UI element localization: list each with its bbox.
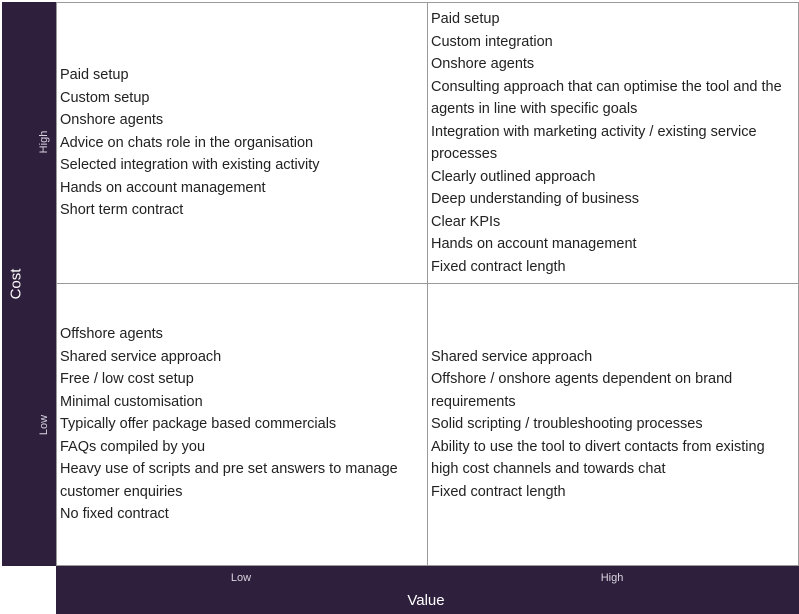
quadrant-high-cost-low-value	[56, 2, 428, 284]
y-axis-low-label: Low	[38, 414, 50, 436]
quadrant-item: Paid setup	[60, 67, 129, 84]
quadrant-item: Free / low cost setup	[60, 371, 194, 388]
quadrant-item: Advice on chats role in the organisation	[60, 134, 314, 151]
quadrant-item: Shared service approach	[60, 348, 222, 365]
quadrant-item: Hands on account management	[431, 236, 637, 252]
quadrant-item: Fixed contract length	[431, 258, 566, 275]
x-axis-low-label: Low	[230, 572, 252, 584]
quadrant-item: customer enquiries	[60, 483, 183, 500]
y-axis-high-label: High	[38, 130, 50, 154]
quadrant-item: requirements	[431, 393, 516, 410]
quadrant-item: Solid scripting / troubleshooting processes	[431, 416, 703, 433]
quadrant-item: Clearly outlined approach	[431, 168, 596, 185]
quadrant-low-cost-high-value	[427, 283, 799, 566]
quadrant-item: Onshore agents	[431, 56, 535, 72]
quadrant-item: Offshore agents	[60, 326, 163, 343]
quadrant-item: Custom integration	[431, 33, 553, 50]
quadrant-item: Custom setup	[60, 89, 150, 106]
quadrant-item: processes	[431, 146, 498, 162]
quadrant-item: Paid setup	[431, 11, 500, 27]
x-axis-high-label: High	[600, 572, 624, 584]
item-list	[431, 346, 792, 504]
x-axis-bar	[56, 566, 799, 614]
y-axis-title: Cost	[7, 268, 25, 300]
quadrant-item: Integration with marketing activity / existing service	[431, 123, 757, 140]
quadrant-item: Onshore agents	[60, 112, 164, 129]
quadrant-item: No fixed contract	[60, 506, 169, 523]
item-list	[60, 64, 421, 222]
quadrant-item: Heavy use of scripts and pre set answers to manage	[60, 461, 398, 478]
x-axis-title: Value	[407, 592, 445, 609]
quadrant-item: Minimal customisation	[60, 393, 203, 410]
y-axis-bar	[2, 2, 56, 566]
quadrant-item: agents in line with specific goals	[431, 101, 638, 117]
item-list	[431, 8, 792, 278]
quadrant-item: high cost channels and towards chat	[431, 461, 666, 478]
quadrant-item: Typically offer package based commercials	[60, 416, 337, 433]
quadrant-item: Offshore / onshore agents dependent on brand	[431, 371, 733, 388]
quadrant-item: FAQs compiled by you	[60, 438, 206, 455]
quadrant-item: Short term contract	[60, 202, 184, 219]
quadrant-high-cost-high-value	[427, 2, 799, 284]
quadrant-item: Clear KPIs	[431, 213, 501, 230]
quadrant-item: Selected integration with existing activity	[60, 157, 320, 174]
quadrant-item: Hands on account management	[60, 179, 266, 196]
quadrant-item: Fixed contract length	[431, 483, 566, 500]
quadrant-item: Shared service approach	[431, 348, 593, 365]
quadrant-item: Deep understanding of business	[431, 191, 639, 207]
quadrant-item: Consulting approach that can optimise the tool and the	[431, 78, 782, 95]
item-list	[60, 323, 421, 526]
quadrant-low-cost-low-value	[56, 283, 428, 566]
quadrant-item: Ability to use the tool to divert contacts from existing	[431, 438, 765, 455]
